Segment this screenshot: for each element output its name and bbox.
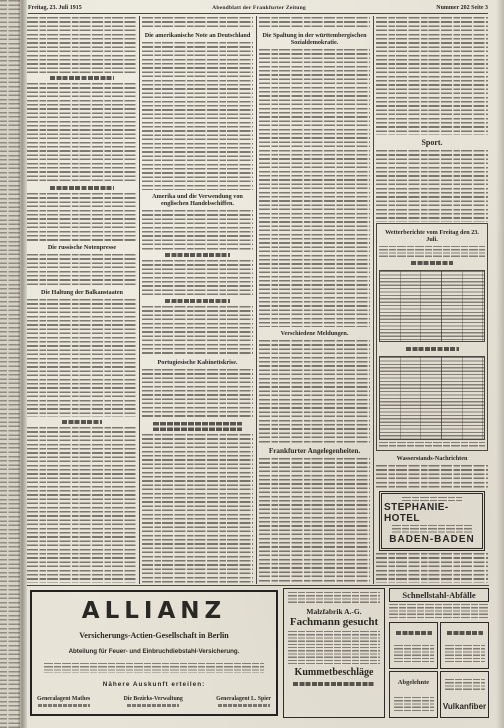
article-heading: Die russische Notenpresse — [47, 244, 117, 251]
vulkanfiber-label: Vulkanfiber — [442, 701, 487, 711]
ad-fine-print — [392, 525, 472, 533]
allianz-company: Versicherungs-Actien-Gesellschaft in Berlin — [79, 631, 229, 640]
fachmann-headline: Fachmann gesucht — [289, 616, 379, 628]
column-rule — [373, 16, 374, 584]
column-1 — [27, 17, 137, 583]
body-text-block — [27, 17, 137, 73]
illegible-heading — [165, 253, 229, 257]
ad-fine-print — [389, 604, 489, 620]
weather-table — [379, 270, 485, 342]
weather-heading: Wetterberichte vom Freitag den 23. Juli. — [385, 229, 479, 243]
small-ad — [389, 622, 438, 669]
body-text-block — [376, 465, 488, 489]
illegible-ad-line — [447, 631, 483, 635]
body-text-block — [376, 150, 488, 222]
article-heading: Die Haltung der Balkanstaaten — [41, 289, 123, 296]
ad-fine-print — [445, 645, 485, 663]
body-text-block — [259, 49, 370, 327]
body-text-block — [376, 17, 488, 135]
article-heading: Portugiesische Kabinettskrise. — [157, 359, 238, 366]
body-text-block — [259, 458, 370, 583]
hotel-city: BADEN-BADEN — [389, 534, 475, 546]
schnellstahl-headline: Schnellstahl-Abfälle — [389, 588, 489, 602]
small-ad — [440, 622, 489, 669]
abgelehnte-label: Abgelehnte — [397, 678, 430, 686]
ad-fine-print — [394, 645, 434, 663]
allianz-logo: ALLIANZ — [81, 598, 227, 624]
illegible-heading — [50, 76, 114, 80]
column-rule — [256, 16, 257, 584]
body-text-block — [379, 442, 485, 448]
agent-entry — [37, 696, 90, 707]
kummetbeschlaege-headline: Kummetbeschläge — [294, 667, 374, 678]
ad-fine-print — [394, 697, 434, 711]
allianz-department: Abteilung für Feuer- und Einbruchdiebstahl-Versicherung. — [68, 648, 240, 655]
malzfabrik-company: Malzfabrik A.-G. — [306, 607, 362, 616]
body-text-block — [27, 427, 137, 583]
malzfabrik-advertisement — [283, 588, 385, 718]
illegible-ad-line — [293, 682, 376, 686]
page-fold-shadow — [18, 0, 27, 728]
body-text-block — [27, 299, 137, 417]
agent-entry — [216, 696, 271, 707]
allianz-agents — [37, 696, 271, 707]
allianz-advertisement — [30, 590, 278, 716]
ad-fine-print — [288, 592, 380, 604]
illegible-heading — [165, 299, 229, 303]
body-text-block — [142, 369, 253, 419]
article-heading: Frankfurter Angelegenheiten. — [268, 447, 361, 455]
small-ad — [389, 671, 438, 718]
body-text-block — [259, 17, 370, 29]
agent-address — [127, 704, 179, 707]
illegible-heading — [153, 422, 242, 431]
body-text-block — [376, 553, 488, 583]
ad-fine-print — [288, 631, 380, 665]
weather-table — [379, 356, 485, 440]
body-text-block — [142, 306, 253, 356]
ad-fine-print — [445, 679, 485, 691]
header-issue: Nummer 202 Seite 3 — [436, 5, 488, 11]
agent-name: Die Bezirks-Verwaltung — [123, 696, 183, 702]
illegible-heading — [62, 420, 102, 424]
ad-fine-print — [402, 497, 462, 501]
article-heading: Die Spaltung in der württembergischen Sozialdemokratie. — [262, 32, 367, 46]
ads-divider-rule — [27, 585, 489, 586]
agent-address — [38, 704, 90, 707]
weather-report-box — [376, 223, 488, 451]
article-heading: Verschiedene Meldungen. — [280, 330, 349, 337]
article-heading: Die amerikanische Note an Deutschland — [144, 32, 251, 39]
body-text-block — [27, 193, 137, 241]
body-text-block — [142, 42, 253, 190]
body-text-block — [27, 254, 137, 286]
ad-fine-print — [44, 663, 264, 673]
header-date: Freitag, 23. Juli 1915 — [28, 5, 82, 11]
previous-page-edge — [0, 0, 20, 728]
body-text-block — [142, 434, 253, 583]
body-text-block — [142, 17, 253, 29]
body-text-block — [259, 340, 370, 444]
page-header — [28, 3, 488, 14]
article-heading: Amerika und die Verwendung von englischen Handelsschiffen. — [152, 193, 243, 207]
illegible-ad-line — [396, 631, 432, 635]
hotel-advertisement — [379, 491, 485, 551]
scan-edge — [496, 0, 504, 728]
column-4 — [376, 17, 488, 583]
body-text-block — [142, 260, 253, 296]
allianz-info-label: Nähere Auskunft erteilen: — [102, 681, 206, 688]
agent-address — [218, 704, 270, 707]
body-text-block — [142, 210, 253, 250]
small-ads-grid — [389, 622, 489, 718]
agent-entry — [124, 696, 183, 707]
column-3 — [259, 17, 370, 583]
article-heading: Sport. — [421, 138, 443, 147]
column-rule — [139, 16, 140, 584]
body-text-block — [379, 246, 485, 258]
right-advertisements — [389, 588, 489, 718]
small-ad — [440, 671, 489, 718]
illegible-heading — [406, 347, 459, 351]
hotel-name: STEPHANIE-HOTEL — [384, 501, 449, 524]
body-text-block — [27, 83, 137, 183]
illegible-heading — [50, 186, 114, 190]
agent-name: Generalagent L. Spier — [216, 696, 271, 702]
agent-name: Generalagent Mathes — [37, 696, 91, 702]
header-title: Abendblatt der Frankfurter Zeitung — [212, 5, 306, 11]
illegible-heading — [411, 261, 453, 265]
column-2 — [142, 17, 253, 583]
article-heading: Wasserstands-Nachrichten — [396, 455, 468, 462]
